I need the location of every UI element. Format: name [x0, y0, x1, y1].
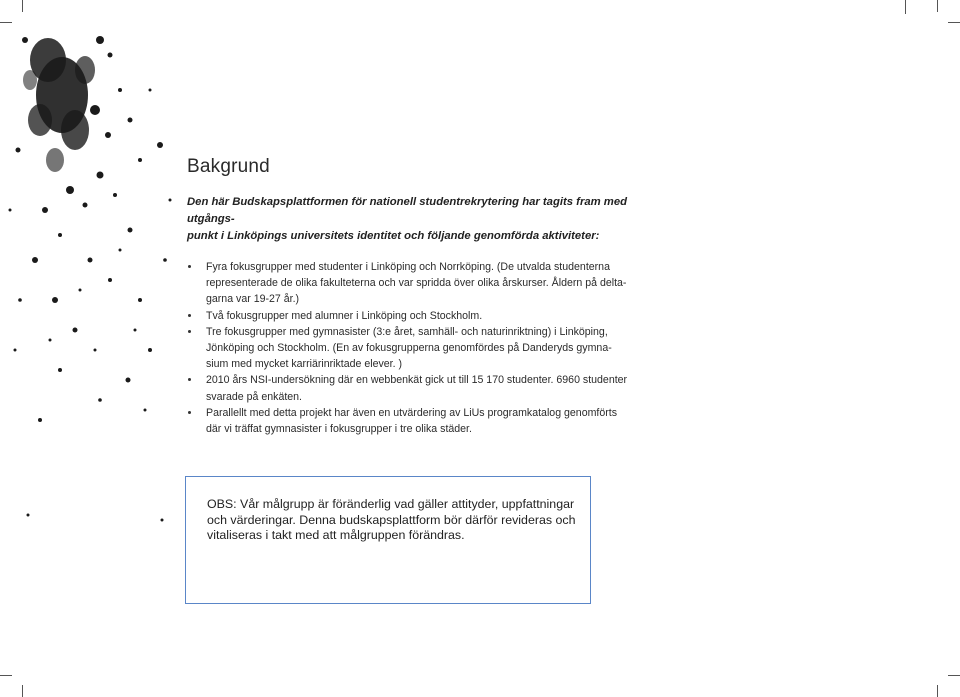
activity-list — [187, 259, 647, 437]
list-item-line: Tre fokusgrupper med gymnasister (3:e året, samhäll- och naturinriktning) i Linköping, — [206, 325, 608, 338]
bullet-icon — [188, 378, 191, 381]
obs-note-line: och värderingar. Denna budskapsplattform bör därför revideras och — [207, 512, 576, 527]
list-item-line: Fyra fokusgrupper med studenter i Linköping och Norrköping. (De utvalda studenterna — [206, 261, 610, 273]
obs-note-text — [207, 497, 587, 544]
list-item — [187, 259, 647, 308]
obs-note-line: OBS: Vår målgrupp är föränderlig vad gäller attityder, uppfattningar — [207, 497, 575, 511]
list-item-line: svarade på enkäten. — [206, 390, 303, 403]
list-item — [187, 308, 647, 324]
crop-mark-top-right — [937, 0, 938, 12]
crop-mark-bottom-right — [937, 685, 938, 697]
page-title: Bakgrund — [187, 156, 270, 177]
list-item-line: Två fokusgrupper med alumner i Linköping och Stockholm. — [206, 309, 483, 322]
obs-note-box — [185, 476, 591, 604]
bullet-icon — [188, 411, 191, 414]
bullet-icon — [188, 265, 191, 268]
crop-mark-top-center — [905, 0, 906, 14]
list-item-line: Jönköping och Stockholm. (En av fokusgrupperna genomfördes på Danderyds gymna- — [206, 342, 612, 355]
list-item — [187, 324, 647, 373]
list-item-line: garna var 19-27 år.) — [206, 293, 300, 306]
list-item — [187, 372, 647, 404]
crop-mark-top-right — [948, 22, 960, 23]
intro-line: Den här Budskapsplattformen för nationell studentrekrytering har tagits fram med utgångs- — [187, 196, 628, 225]
obs-note-line: vitaliseras i takt med att målgruppen förändras. — [207, 528, 465, 542]
intro-line: punkt i Linköpings universitets identitet och följande genomförda aktiviteter: — [187, 230, 600, 242]
bullet-icon — [188, 330, 191, 333]
list-item — [187, 405, 647, 437]
list-item-line: där vi träffat gymnasister i fokusgrupper i tre olika städer. — [206, 423, 472, 436]
list-item-line: 2010 års NSI-undersökning där en webbenkät gick ut till 15 170 studenter. 6960 studenter — [206, 374, 628, 387]
intro-paragraph — [187, 194, 647, 245]
ink-splatter-decoration — [0, 0, 200, 540]
crop-mark-bottom-left — [0, 675, 12, 676]
list-item-line: Parallellt med detta projekt har även en utvärdering av LiUs programkatalog genomförts — [206, 406, 618, 419]
bullet-icon — [188, 314, 191, 317]
crop-mark-bottom-right — [948, 675, 960, 676]
list-item-line: representerade de olika fakulteterna och var spridda över olika årskurser. Åldern på delta- — [206, 277, 627, 290]
list-item-line: sium med mycket karriärinriktade elever. ) — [206, 358, 403, 371]
crop-mark-bottom-left — [22, 685, 23, 697]
